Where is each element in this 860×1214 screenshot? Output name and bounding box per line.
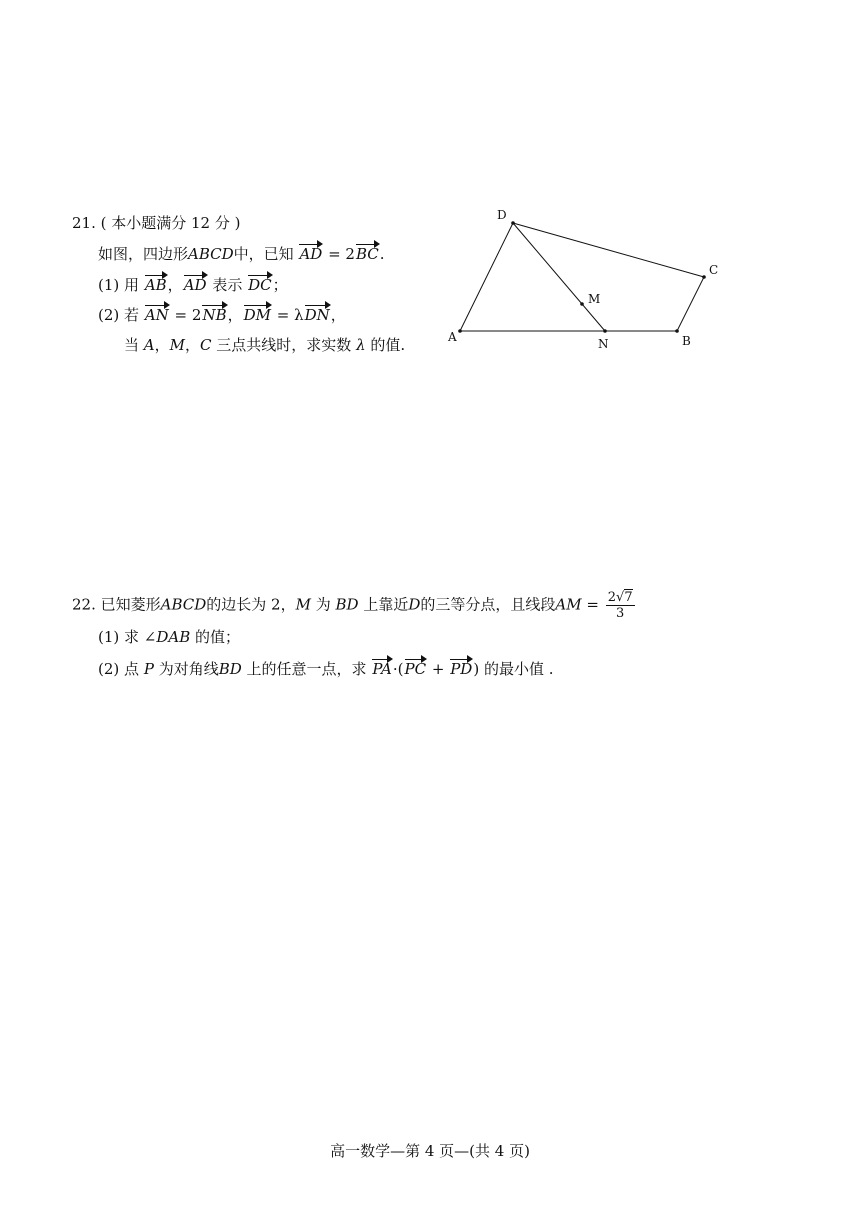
vector-dc: DC [248, 276, 272, 294]
vector-ad: AD [299, 245, 323, 263]
label-n: N [598, 337, 609, 351]
edge-ad [460, 223, 513, 331]
edge-dc [513, 223, 704, 277]
quadrilateral-figure [440, 200, 740, 360]
q21-header: 21. ( 本小题满分 12 分 ) [72, 214, 241, 232]
point-d [511, 221, 515, 225]
q22-part1: (1) 求 ∠DAB 的值； [98, 628, 241, 646]
vector-pc: PC [404, 660, 427, 678]
vector-dn: DN [304, 306, 330, 324]
edge-cb [677, 277, 704, 331]
vector-pa: PA [372, 660, 392, 678]
q21-part2-cont: 当 A，M，C 三点共线时，求实数 λ 的值. [124, 336, 406, 354]
q22-part2: (2) 点 P 为对角线BD 上的任意一点，求 PA·(PC + PD) 的最小值 . [98, 660, 554, 678]
point-a [458, 329, 462, 333]
label-m: M [588, 292, 601, 306]
q21-part2: (2) 若 AN = 2NB，DM = λDN， [98, 306, 346, 324]
fraction-am: $\frac{2√7}{3}$ [607, 590, 633, 621]
vector-dm: DM [243, 306, 271, 324]
point-b [675, 329, 679, 333]
q21-intro: 如图，四边形ABCD中，已知 AD = 2BC. [98, 245, 385, 263]
vector-bc: BC [355, 245, 379, 263]
q21-part1: (1) 用 AB，AD 表示 DC； [98, 276, 288, 294]
vector-ad-2: AD [183, 276, 207, 294]
label-d: D [497, 208, 507, 222]
vector-ab: AB [144, 276, 167, 294]
label-c: C [709, 263, 719, 277]
label-b: B [682, 334, 691, 348]
point-m [580, 302, 584, 306]
point-c [702, 275, 706, 279]
segment-dn [513, 223, 605, 331]
page-footer: 高一数学—第 4 页—(共 4 页) [330, 1142, 530, 1160]
vector-nb: NB [202, 306, 227, 324]
vector-an: AN [144, 306, 169, 324]
vector-pd: PD [450, 660, 473, 678]
point-n [603, 329, 607, 333]
q22-stem: 22. 已知菱形ABCD的边长为 2，M 为 BD 上靠近D的三等分点，且线段AM = $\frac{2√7}{3}$ [72, 590, 633, 621]
label-a: A [448, 330, 457, 344]
